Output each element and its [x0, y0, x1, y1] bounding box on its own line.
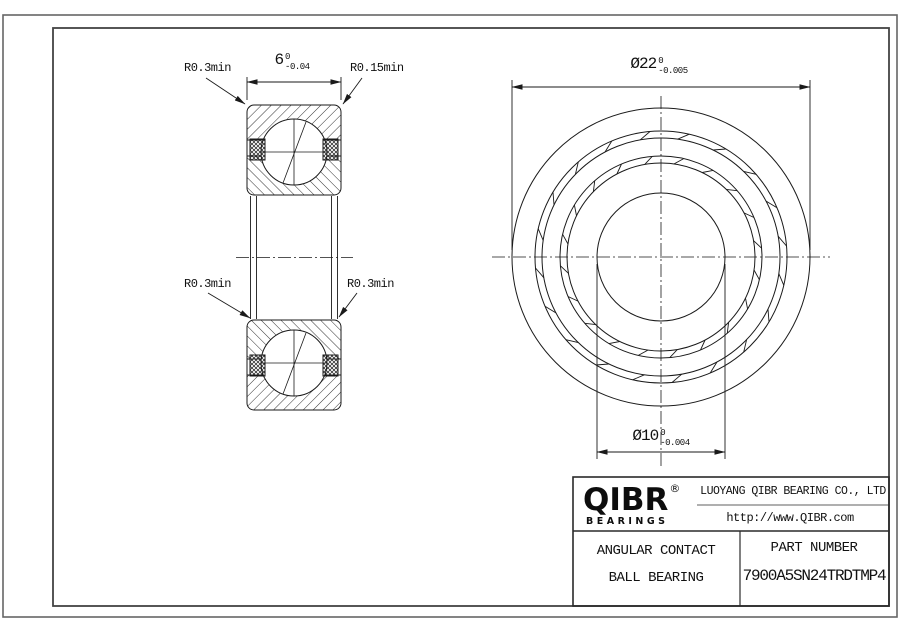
width-tolerance: 0 -0.04 — [285, 52, 310, 73]
cage-section-right — [323, 139, 338, 160]
registered-mark: ® — [669, 482, 681, 495]
width-dimension — [247, 77, 341, 100]
part-number-label: PART NUMBER — [770, 540, 858, 556]
radius-label-bottom-right: R0.3min — [347, 277, 394, 291]
radius-label-top-left: R0.3min — [184, 61, 231, 75]
width-dimension-text — [274, 52, 309, 73]
od-value: Ø22 — [630, 55, 657, 73]
company-name: LUOYANG QIBR BEARING CO., LTD — [700, 485, 886, 498]
section-view — [206, 77, 362, 410]
section-bottom-half — [247, 320, 341, 410]
sheet-border — [3, 15, 897, 617]
radius-label-bottom-left: R0.3min — [184, 277, 231, 291]
width-value: 6 — [274, 51, 284, 69]
product-type-line2: BALL BEARING — [608, 570, 704, 586]
brand-logo-sub: BEARINGS — [586, 516, 669, 527]
bore-tolerance: 0 -0.004 — [660, 428, 690, 449]
section-top-half — [247, 105, 341, 195]
od-dimension-text — [630, 56, 687, 77]
cage-section-left-2 — [250, 355, 265, 376]
company-website: http://www.QIBR.com — [726, 511, 854, 525]
cage-section-left — [250, 139, 265, 160]
product-type-line1: ANGULAR CONTACT — [596, 543, 716, 559]
radius-label-top-right: R0.15min — [350, 61, 404, 75]
cage-section-right-2 — [323, 355, 338, 376]
part-number-value: 7900A5SN24TRDTMP4 — [742, 567, 886, 585]
front-centerlines — [492, 96, 830, 468]
bore-dimension-text — [632, 428, 689, 449]
front-view — [492, 80, 830, 468]
bore-value: Ø10 — [632, 427, 659, 445]
brand-logo: QIBR® — [583, 482, 681, 518]
od-tolerance: 0 -0.005 — [658, 56, 688, 77]
